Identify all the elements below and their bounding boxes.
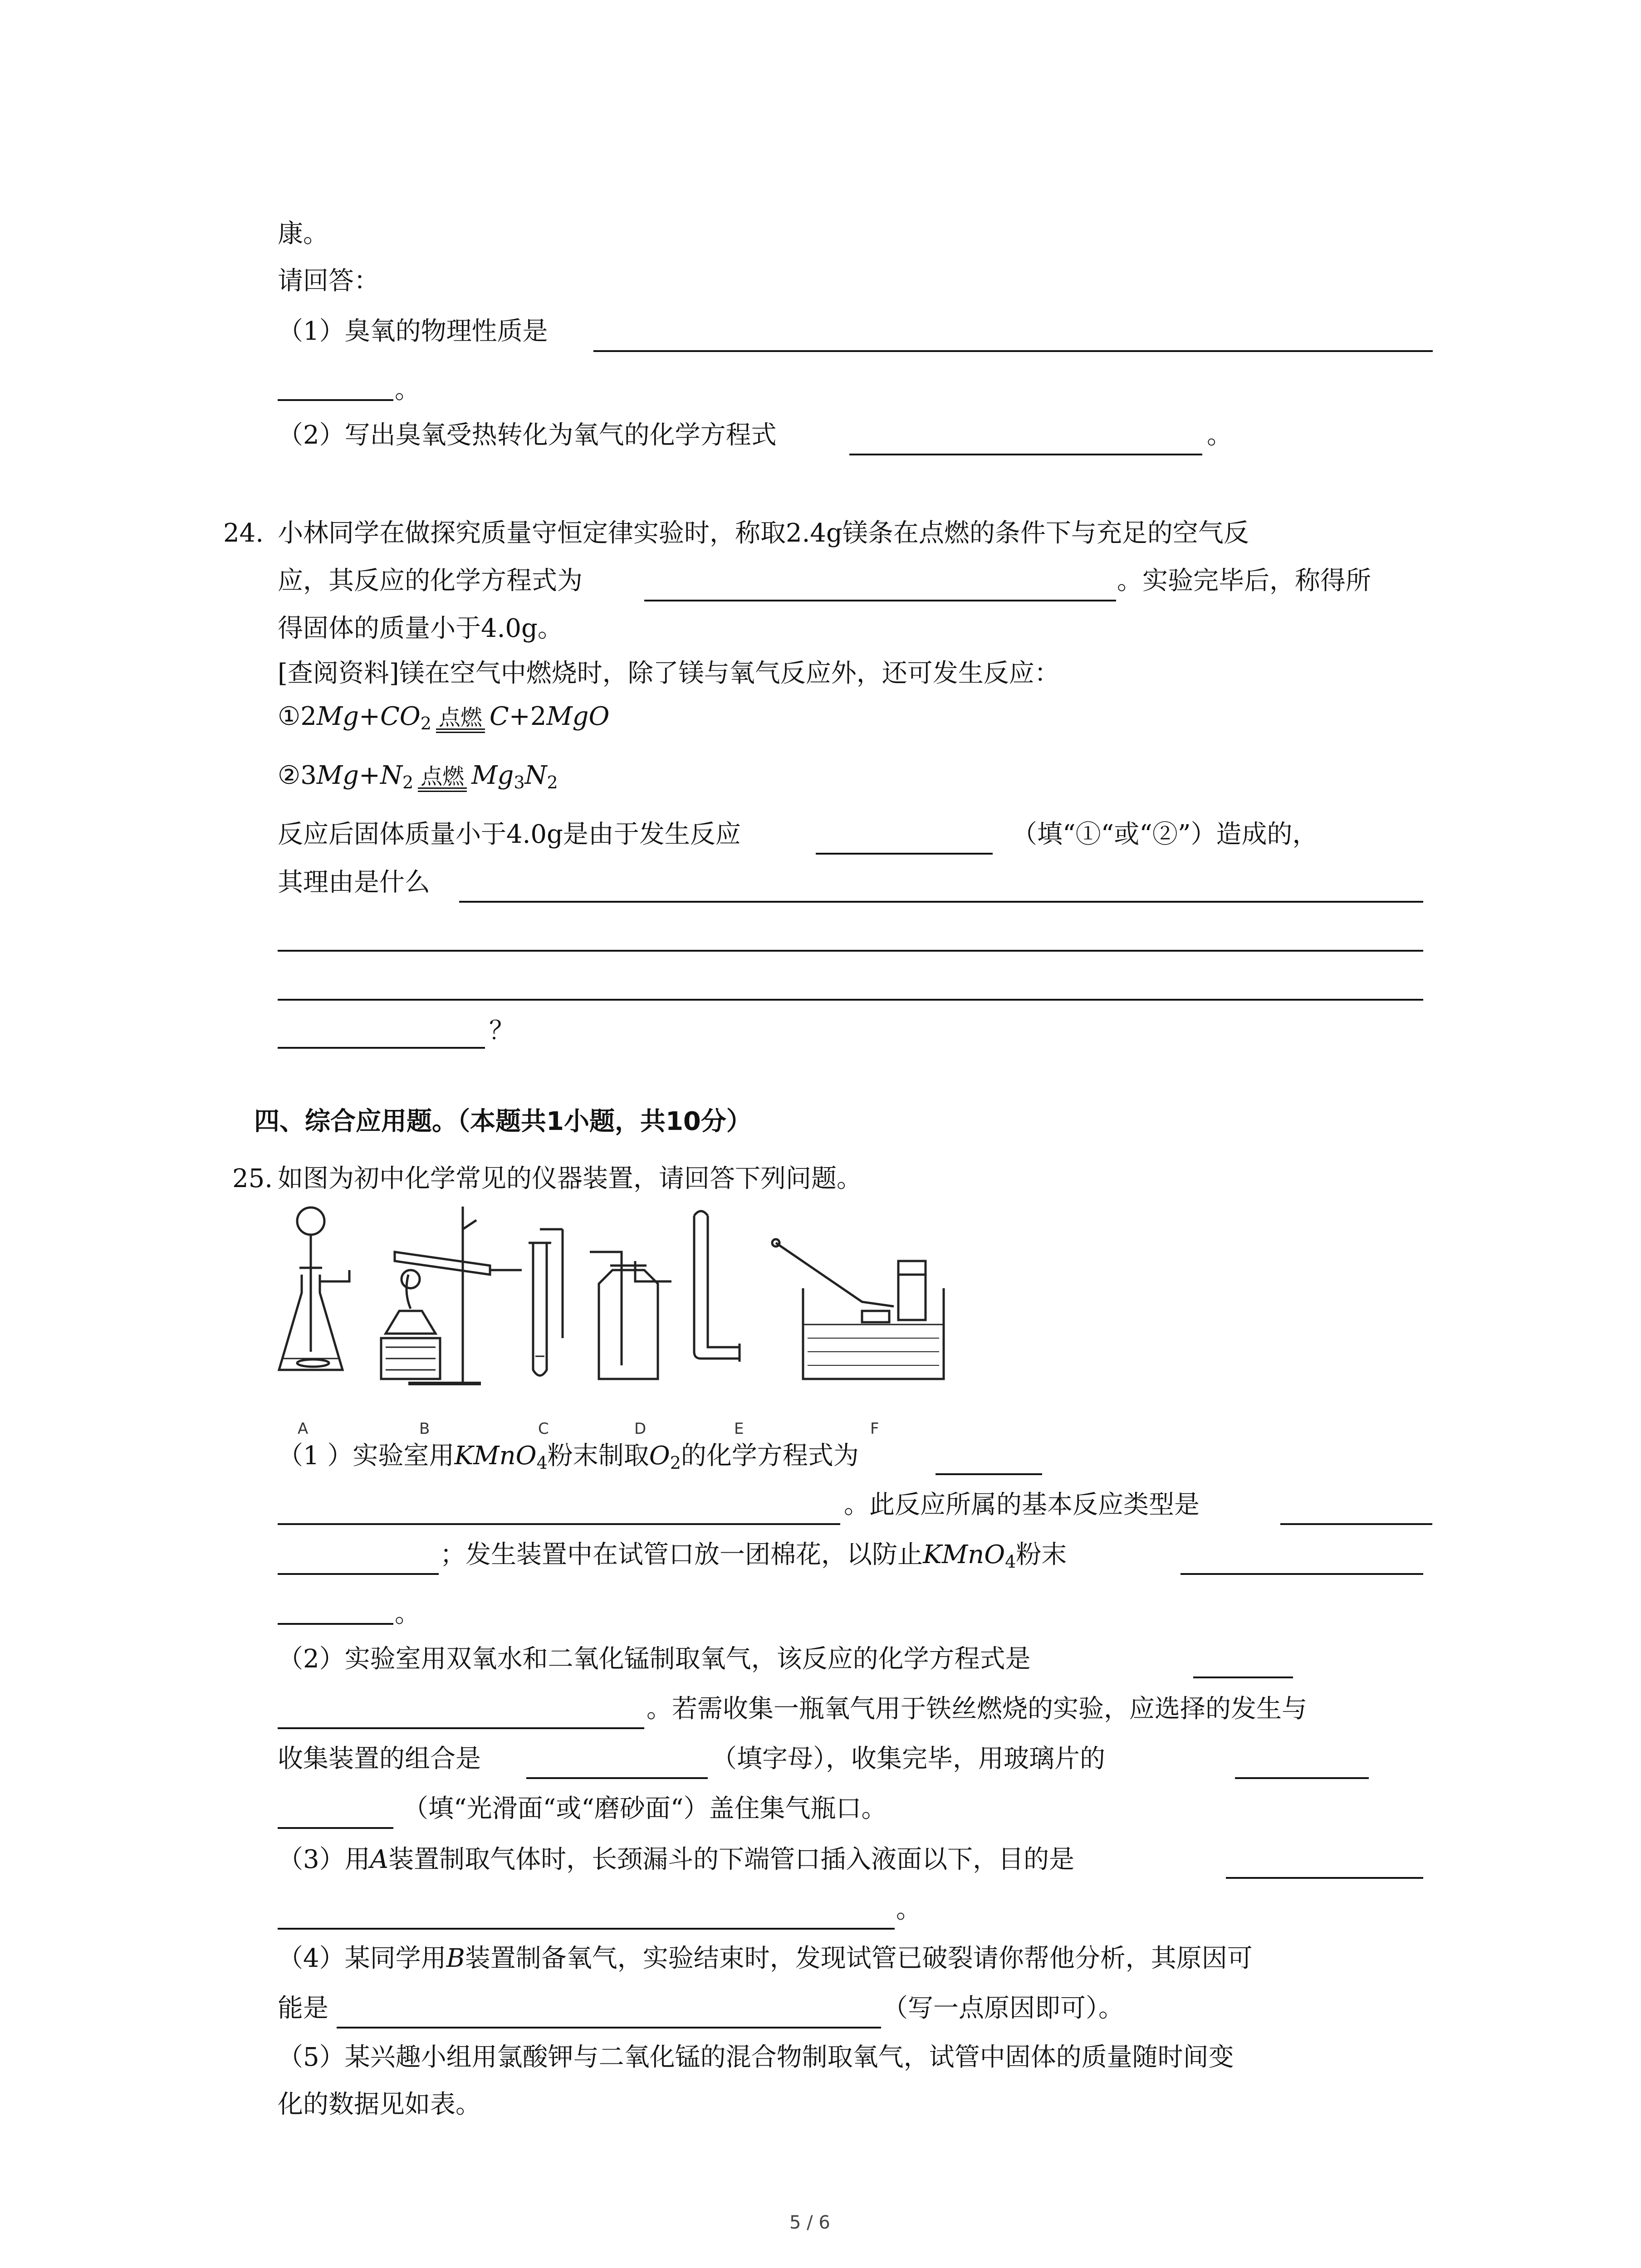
apparatus-label: A	[298, 1420, 309, 1438]
question-text: （填“光滑面“或“磨砂面“）盖住集气瓶口。	[403, 1794, 887, 1823]
page-number: 5 / 6	[789, 2212, 830, 2233]
answer-blank[interactable]	[526, 1777, 708, 1779]
answer-blank[interactable]	[936, 1473, 1042, 1475]
answer-blank[interactable]	[278, 1623, 393, 1625]
question-text: 反应后固体质量小于4.0g是由于发生反应	[278, 820, 741, 849]
apparatus-e-tube-icon	[694, 1211, 740, 1362]
question-text: 。实验完毕后，称得所	[1117, 566, 1371, 596]
question-text: 收集装置的组合是	[278, 1744, 481, 1774]
question-part: （2）实验室用双氧水和二氧化锰制取氧气，该反应的化学方程式是	[278, 1644, 1031, 1674]
question-part: （5）某兴趣小组用氯酸钾与二氧化锰的混合物制取氧气，试管中固体的质量随时间变	[278, 2043, 1234, 2072]
apparatus-b-heating-icon	[381, 1207, 522, 1383]
apparatus-label: D	[634, 1420, 647, 1438]
question-part: （1 ）实验室用KMnO$_4$粉末制取$O_2$的化学方程式为	[278, 1441, 859, 1473]
text-line: 请回答：	[278, 266, 379, 296]
answer-blank[interactable]	[1181, 1573, 1423, 1575]
reference-info: [查阅资料]镁在空气中燃烧时，除了镁与氧气反应外，还可发生反应：	[278, 659, 1060, 688]
answer-blank[interactable]	[278, 399, 393, 401]
apparatus-label: B	[419, 1420, 430, 1438]
answer-blank[interactable]	[1235, 1777, 1369, 1779]
text-punct: 。	[395, 375, 420, 405]
question-text: 得固体的质量小于4.0g。	[278, 614, 563, 643]
answer-blank[interactable]	[1280, 1523, 1432, 1525]
question-text: （填“①“或“②”）造成的，	[1012, 820, 1318, 849]
answer-blank[interactable]	[278, 1523, 840, 1525]
apparatus-d-bottle-icon	[590, 1252, 671, 1379]
text-punct: 。	[395, 1599, 420, 1628]
lab-apparatus-figure	[272, 1202, 971, 1415]
answer-blank[interactable]	[459, 901, 1423, 903]
equation-2: $②3Mg+N_2$ 点燃 $Mg_3N_2$	[278, 761, 558, 792]
answer-blank[interactable]	[644, 600, 1116, 601]
text-line: 康。	[278, 219, 328, 249]
question-number: 25.	[232, 1164, 273, 1193]
question-text: 能是	[278, 1994, 328, 2023]
apparatus-f-trough-icon	[772, 1239, 944, 1379]
question-text: 如图为初中化学常见的仪器装置，请回答下列问题。	[278, 1164, 862, 1193]
question-text: （填字母），收集完毕，用玻璃片的	[711, 1744, 1105, 1774]
question-text: 化的数据见如表。	[278, 2090, 481, 2119]
answer-blank[interactable]	[278, 1827, 393, 1829]
answer-blank[interactable]	[278, 1727, 644, 1729]
question-number: 24.	[223, 518, 264, 548]
question-text: ；发生装置中在试管口放一团棉花，以防止KMnO$_4$粉末	[440, 1540, 1067, 1572]
text-punct: ？	[489, 1016, 514, 1046]
section-heading: 四、综合应用题。（本题共1小题，共10分）	[254, 1107, 752, 1136]
question-text: （写一点原因即可）。	[882, 1994, 1124, 2023]
question-text: 应，其反应的化学方程式为	[278, 566, 583, 596]
answer-blank[interactable]	[1193, 1677, 1293, 1678]
text-punct: 。	[1207, 420, 1232, 450]
answer-blank[interactable]	[278, 1573, 439, 1575]
question-part: （1）臭氧的物理性质是	[278, 317, 548, 346]
apparatus-label: F	[870, 1420, 879, 1438]
question-part: （4）某同学用B装置制备氧气，实验结束时，发现试管已破裂请你帮他分析，其原因可	[278, 1944, 1253, 1973]
answer-blank[interactable]	[816, 853, 993, 855]
answer-blank[interactable]	[849, 454, 1202, 455]
apparatus-label: E	[734, 1420, 744, 1438]
answer-blank[interactable]	[278, 999, 1423, 1001]
equation-1: $①2Mg+CO_2$ 点燃 C+2MgO	[278, 702, 610, 733]
answer-blank[interactable]	[278, 1047, 485, 1049]
answer-blank[interactable]	[278, 950, 1423, 952]
text-punct: 。	[896, 1895, 921, 1924]
question-text: 。若需收集一瓶氧气用于铁丝燃烧的实验，应选择的发生与	[647, 1694, 1307, 1724]
answer-blank[interactable]	[278, 1928, 895, 1930]
question-part: （2）写出臭氧受热转化为氧气的化学方程式	[278, 420, 777, 450]
question-text: 小林同学在做探究质量守恒定律实验时，称取2.4g镁条在点燃的条件下与充足的空气反	[278, 518, 1249, 548]
apparatus-label: C	[538, 1420, 549, 1438]
question-text: 其理由是什么	[278, 868, 430, 897]
apparatus-c-test-tube-icon	[529, 1229, 563, 1376]
question-part: （3）用A装置制取气体时，长颈漏斗的下端管口插入液面以下，目的是	[278, 1845, 1075, 1874]
question-text: 。此反应所属的基本反应类型是	[844, 1490, 1200, 1520]
answer-blank[interactable]	[593, 350, 1433, 352]
answer-blank[interactable]	[337, 2027, 881, 2028]
apparatus-a-flask-icon	[279, 1207, 349, 1370]
answer-blank[interactable]	[1226, 1877, 1423, 1879]
